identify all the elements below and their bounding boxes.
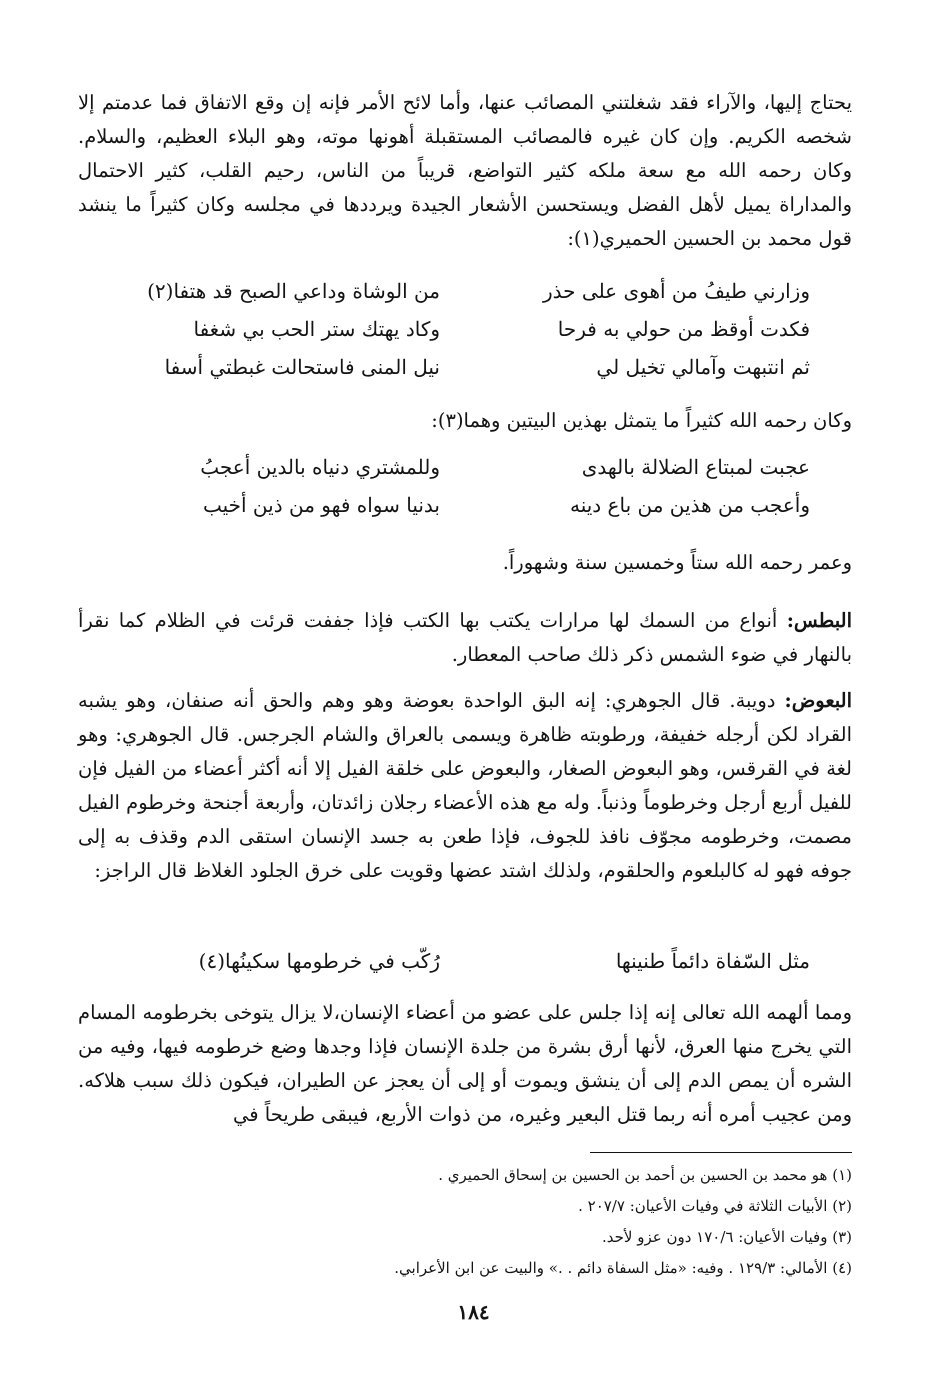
entry-batas-text: أنواع من السمك لها مرارات يكتب بها الكتب فإذا جففت قرئت في الظلام كما نقرأ بالنهار في ضوء الشمس ذكر ذلك صاحب المعطار. (78, 609, 852, 666)
entry-baud-term: البعوض: (784, 689, 852, 712)
verse-2 (110, 310, 810, 348)
footnote-divider (590, 1152, 852, 1153)
verse-3-second-hemistich: نيل المنى فاستحالت غبطتي أسفا (164, 355, 440, 379)
poem-rajaz (110, 942, 810, 980)
paragraph-intro: يحتاج إليها، والآراء فقد شغلتني المصائب عنها، وأما لائح الأمر فإنه إن وقع الاتفاق فما عدمتم إلا شخصه الكريم. وإن كان غيره فالمصائب المستقبلة أهونها موته، وهو البلاء العظيم، والسلام. وكان رحمه الله مع سعة ملكه كثير التواضع، قريباً من الناس، رحيم القلب، كثير الاحتمال والمداراة يميل لأهل الفضل ويستحسن الأشعار الجيدة ويرددها في مجلسه وكان كثيراً ما ينشد قول محمد بن الحسين الحميري(١): (78, 91, 852, 250)
entry-baud (78, 684, 852, 888)
poem-humayri (110, 272, 810, 386)
page-number: ١٨٤ (457, 1300, 490, 1324)
verse-5-second-hemistich: بدنيا سواه فهو من ذين أخيب (202, 493, 440, 517)
footnote-1: (١) هو محمد بن الحسين بن أحمد بن الحسين بن إسحاق الحميري . (438, 1166, 852, 1184)
entry-batas-term: البطس: (786, 609, 852, 632)
footnote-3: (٣) وفيات الأعيان: ١٧٠/٦ دون عزو لأحد. (601, 1228, 852, 1246)
verse-6 (110, 942, 810, 980)
footnote-4: (٤) الأمالي: ١٢٩/٣ . وفيه: «مثل السفاة دائم . .» والبيت عن ابن الأعرابي. (394, 1259, 852, 1277)
verse-3 (110, 348, 810, 386)
verse-1 (110, 272, 810, 310)
verse-4 (110, 448, 810, 486)
paragraph-age: وعمر رحمه الله ستاً وخمسين سنة وشهوراً. (502, 551, 852, 574)
verse-5-first-hemistich: وأعجب من هذين من باع دينه (569, 493, 810, 517)
entry-baud-text: دويبة. قال الجوهري: إنه البق الواحدة بعوضة وهو وهم والحق أنه صنفان، وهو يشبه القراد لكن أرجله خفيفة، ورطوبته ظاهرة ويسمى بالعراق والشام الجرجس. قال الجوهري: وهو لغة في القرقس، وهو البعوض الصغار، والبعوض على خلقة الفيل إلا أنه أكثر أعضاء من الفيل فإن للفيل أربع أرجل وخرطوماً وذنباً. وله مع هذه الأعضاء رجلان زائدتان، وأربعة أجنحة وخرطوم الفيل مصمت، وخرطومه مجوّف نافذ للجوف، فإذا طعن به جسد الإنسان استقى الدم وقذف به إلى جوفه فهو له كالبلعوم والحلقوم، ولذلك اشتد عضها وقويت على خرق الجلود الغلاظ قال الراجز: (78, 689, 852, 882)
verse-1-second-hemistich: من الوشاة وداعي الصبح قد هتفا(٢) (147, 279, 440, 303)
verse-3-first-hemistich: ثم انتبهت وآمالي تخيل لي (596, 355, 810, 379)
verse-2-second-hemistich: وكاد يهتك ستر الحب بي شغفا (193, 317, 440, 341)
footnote-2: (٢) الأبيات الثلاثة في وفيات الأعيان: ٢٠٧/٧ . (578, 1197, 852, 1215)
verse-2-first-hemistich: فكدت أوقظ من حولي به فرحا (557, 317, 810, 341)
verse-1-first-hemistich: وزارني طيفُ من أهوى على حذر (543, 279, 810, 303)
paragraph-couplet-intro: وكان رحمه الله كثيراً ما يتمثل بهذين البيتين وهما(٣): (431, 409, 852, 432)
verse-4-second-hemistich: وللمشتري دنياه بالدين أعجبُ (200, 455, 440, 479)
verse-5 (110, 486, 810, 524)
footnotes (200, 1160, 852, 1284)
paragraph-baud-continued: ومما ألهمه الله تعالى إنه إذا جلس على عضو من أعضاء الإنسان،لا يزال يتوخى بخرطومه المسام التي يخرج منها العرق، لأنها أرق بشرة من جلدة الإنسان فإذا وجدها وضع خرطومه فيها، وفيه من الشره أن يمص الدم إلى أن ينشق ويموت أو إلى أن يعجز عن الطيران، فيكون ذلك سبب هلاكه. ومن عجيب أمره أنه ربما قتل البعير وغيره، من ذوات الأربع، فيبقى طريحاً في (78, 1001, 852, 1126)
verse-6-second-hemistich: رُكّب في خرطومها سكينُها(٤) (198, 949, 440, 973)
poem-couplet (110, 448, 810, 524)
verse-4-first-hemistich: عجبت لمبتاع الضلالة بالهدى (581, 455, 810, 479)
entry-batas (78, 604, 852, 672)
verse-6-first-hemistich: مثل السّفاة دائماً طنينها (615, 949, 810, 973)
